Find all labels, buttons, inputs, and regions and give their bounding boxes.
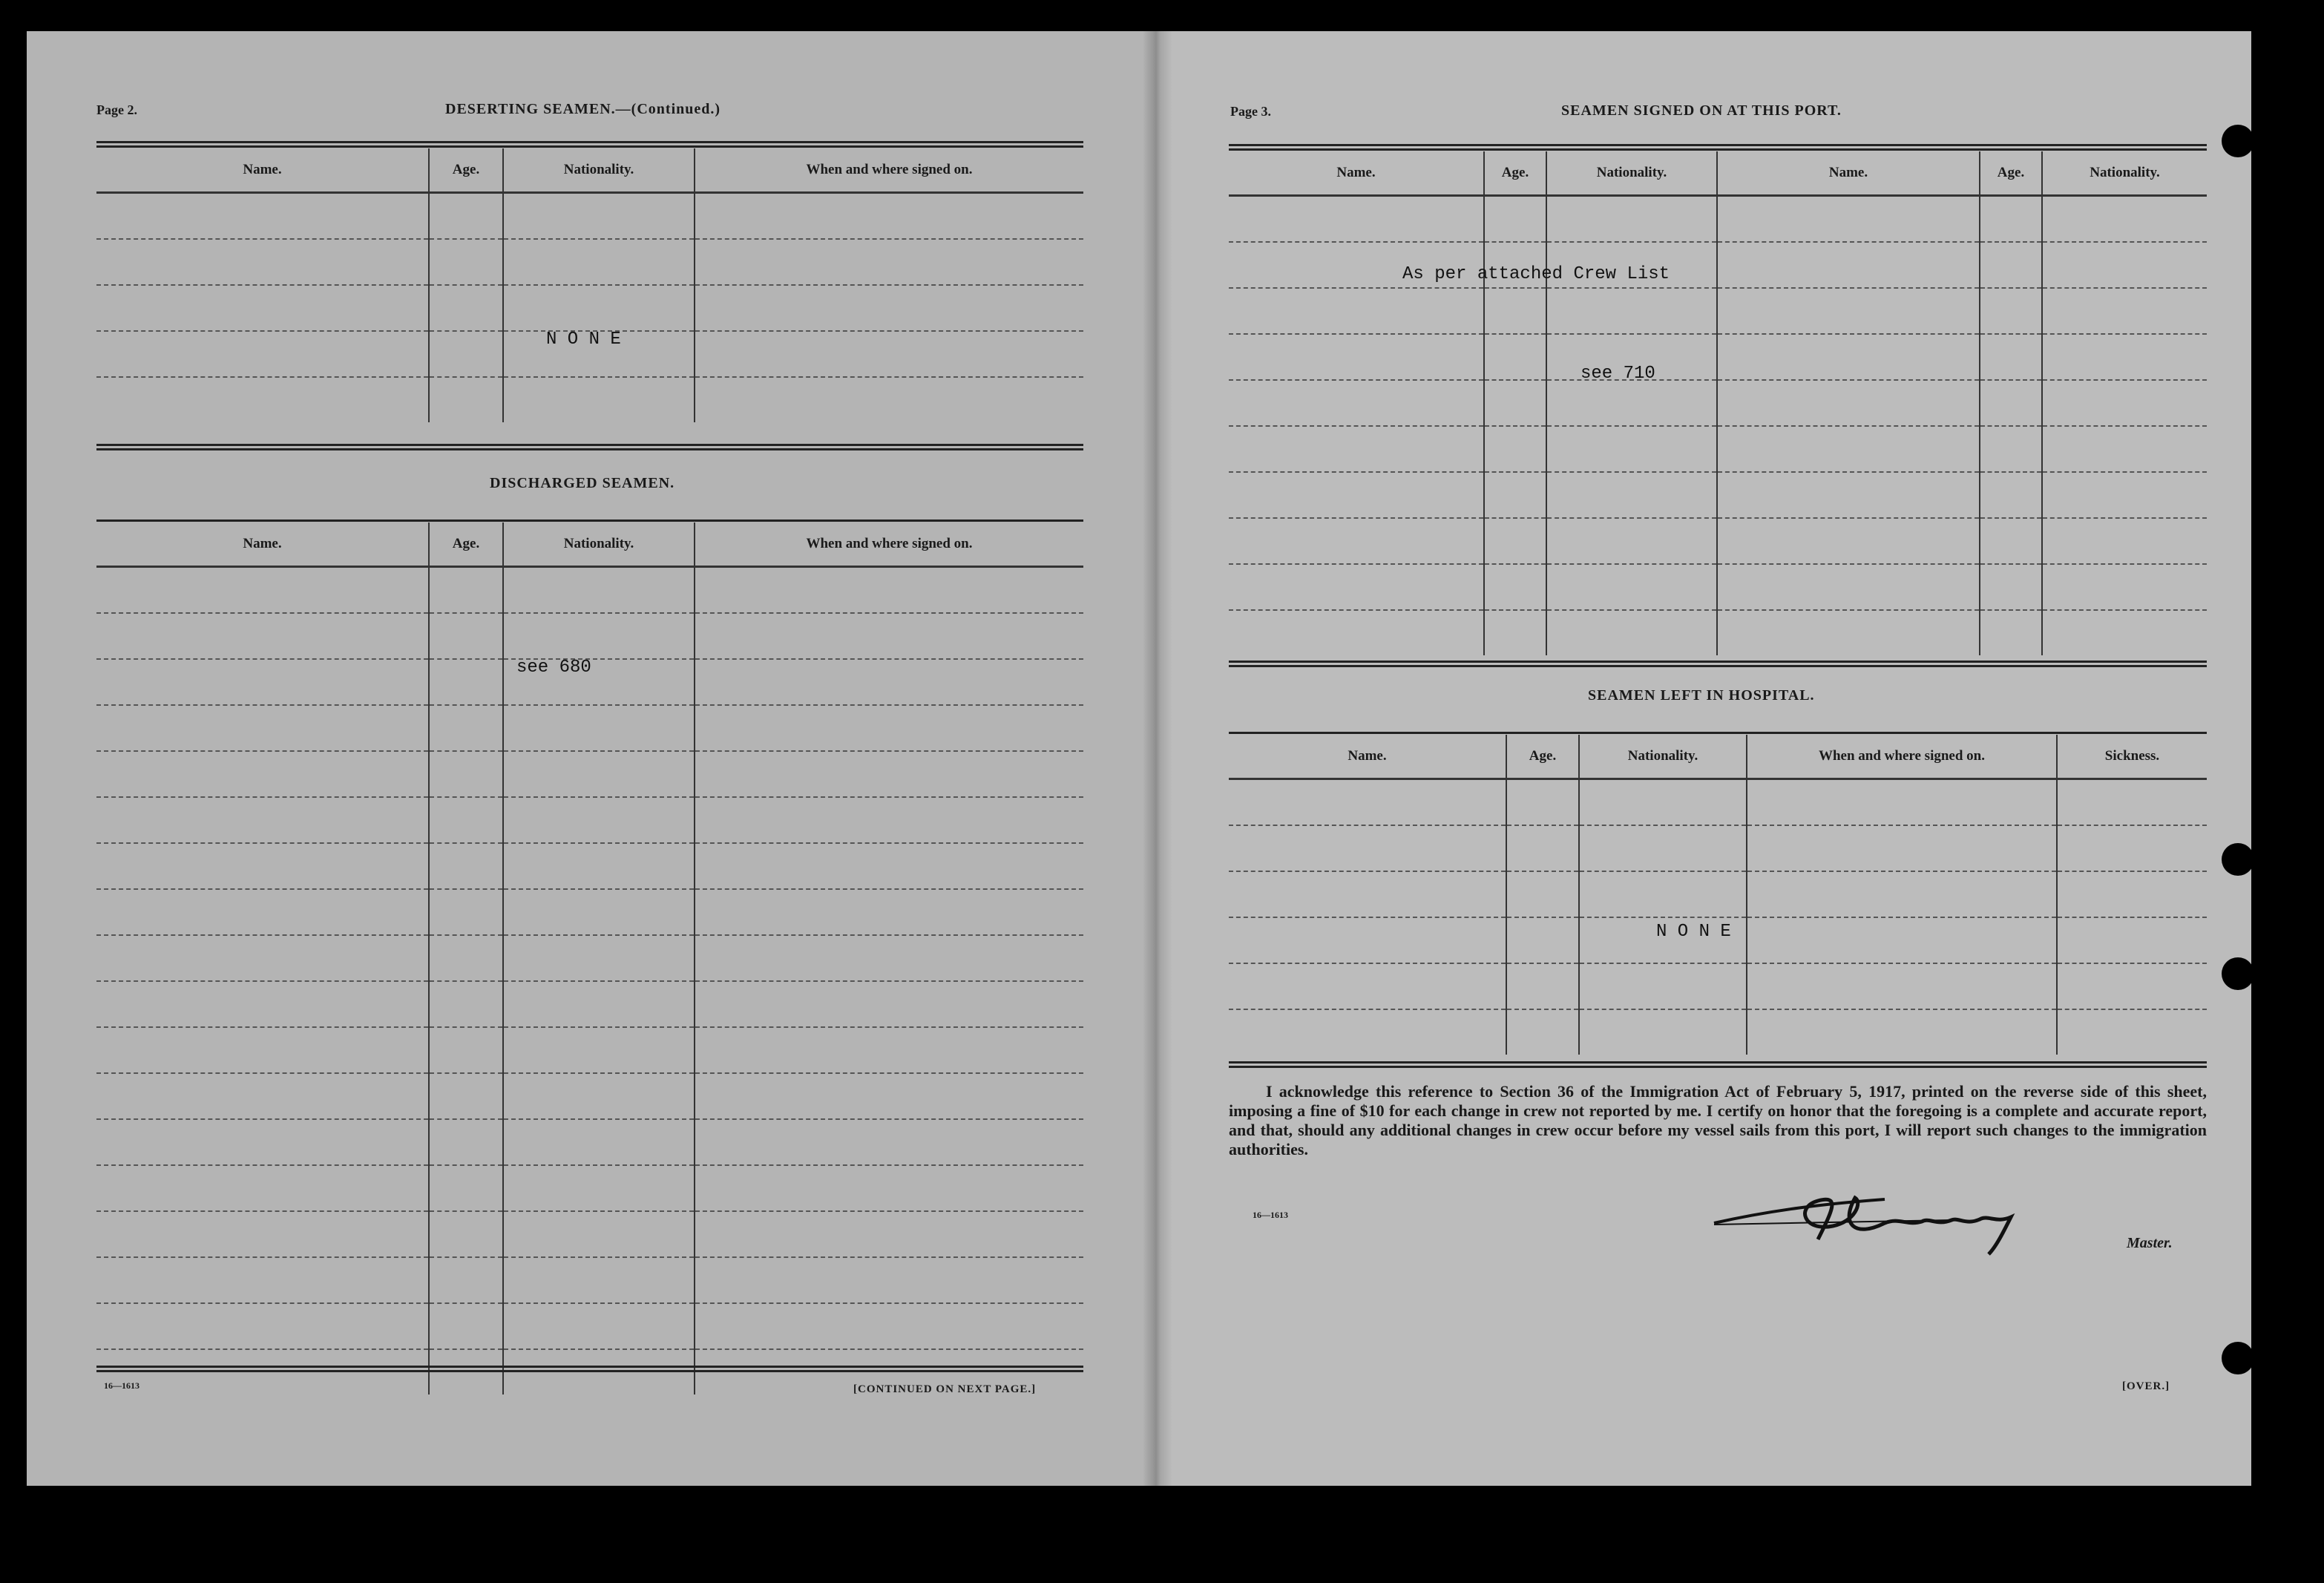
table-row: [1229, 1009, 2207, 1055]
table-row: [96, 751, 1083, 797]
table-row: [96, 797, 1083, 843]
header-rule: [96, 141, 1083, 148]
table-row: [1229, 334, 2207, 380]
table-row: [96, 705, 1083, 751]
page-number-right: Page 3.: [1230, 104, 1271, 119]
master-signature: [1707, 1180, 2055, 1262]
punch-hole: [2222, 125, 2254, 157]
table-row: [96, 1165, 1083, 1211]
discharged-title: DISCHARGED SEAMEN.: [490, 475, 675, 491]
table-row: [96, 935, 1083, 981]
table-row: [96, 889, 1083, 935]
table-row: [96, 1027, 1083, 1073]
deserting-none-entry: N O N E: [546, 330, 621, 350]
table-row: [1229, 242, 2207, 288]
col-nationality: Nationality.: [503, 522, 695, 567]
col-name: Name.: [96, 522, 429, 567]
hospital-table: [1229, 735, 2207, 1055]
crew-list-entry: As per attached Crew List: [1402, 264, 1670, 284]
table-row: [1229, 518, 2207, 564]
master-label: Master.: [2127, 1235, 2173, 1251]
col-age: Age.: [1484, 151, 1546, 196]
deserting-title: DESERTING SEAMEN.—(Continued.): [445, 101, 721, 117]
table-header-row: [1229, 151, 2207, 196]
col-when-where: When and where signed on.: [695, 522, 1083, 567]
table-row: [1229, 380, 2207, 426]
hospital-none-entry: N O N E: [1656, 922, 1731, 942]
table-row: [96, 1257, 1083, 1303]
table-row: [96, 1303, 1083, 1349]
table-row: [1229, 288, 2207, 334]
table-header-row: [96, 148, 1083, 193]
col-name: Name.: [1229, 735, 1506, 779]
signed-on-table: [1229, 151, 2207, 655]
discharged-see-entry: see 680: [516, 658, 591, 678]
form-number-right: 16—1613: [1253, 1210, 1288, 1220]
table-row: [96, 843, 1083, 889]
col-sickness: Sickness.: [2057, 735, 2207, 779]
table-header-row: [96, 522, 1083, 567]
col-nationality: Nationality.: [1546, 151, 1717, 196]
table-row: [96, 239, 1083, 285]
section-rule: [1229, 661, 2207, 667]
over-note: [OVER.]: [2122, 1380, 2170, 1392]
col-age: Age.: [1506, 735, 1579, 779]
table-row: [1229, 426, 2207, 472]
table-row: [96, 377, 1083, 422]
punch-hole: [2222, 1342, 2254, 1374]
table-row: [1229, 871, 2207, 917]
signed-on-see-entry: see 710: [1580, 364, 1655, 384]
table-row: [96, 285, 1083, 331]
col-when-where: When and where signed on.: [1747, 735, 2057, 779]
table-row: [1229, 196, 2207, 243]
col-age-2: Age.: [1980, 151, 2042, 196]
page-number-left: Page 2.: [96, 102, 137, 117]
signed-on-title: SEAMEN SIGNED ON AT THIS PORT.: [1561, 102, 1842, 119]
table-row: [1229, 825, 2207, 871]
table-row: [1229, 963, 2207, 1009]
table-row: [1229, 779, 2207, 826]
punch-hole: [2222, 843, 2254, 876]
col-when-where: When and where signed on.: [695, 148, 1083, 193]
deserting-table: [96, 148, 1083, 422]
footer-rule: [96, 1366, 1083, 1372]
acknowledgement-text: I acknowledge this reference to Section 36 of the Immigration Act of February 5, 1917, printed on the reverse side of this sheet, imposing a fine of $10 for each change in crew not reported by me. I certify on honor that the foregoing is a complete and accurate report, and that, should any additional changes in crew occur before my vessel sails from this port, I will report such changes to the immigration authorities.: [1229, 1082, 2207, 1158]
table-header-row: [1229, 735, 2207, 779]
col-nationality: Nationality.: [503, 148, 695, 193]
header-rule: [96, 520, 1083, 522]
col-nationality-2: Nationality.: [2042, 151, 2207, 196]
col-age: Age.: [429, 148, 503, 193]
punch-hole: [2222, 957, 2254, 990]
footer-rule: [1229, 1061, 2207, 1068]
page-fold: [1143, 31, 1172, 1486]
col-nationality: Nationality.: [1579, 735, 1747, 779]
hospital-title: SEAMEN LEFT IN HOSPITAL.: [1588, 687, 1815, 704]
table-row: [1229, 472, 2207, 518]
section-rule: [96, 444, 1083, 450]
col-name-2: Name.: [1717, 151, 1980, 196]
col-name: Name.: [96, 148, 429, 193]
table-row: [96, 567, 1083, 614]
col-name: Name.: [1229, 151, 1484, 196]
table-row: [96, 1211, 1083, 1257]
table-row: [1229, 610, 2207, 655]
header-rule: [1229, 144, 2207, 151]
table-row: [96, 193, 1083, 240]
table-row: [96, 1119, 1083, 1165]
discharged-table: [96, 522, 1083, 1394]
table-row: [96, 1073, 1083, 1119]
table-row: [96, 613, 1083, 659]
col-age: Age.: [429, 522, 503, 567]
continued-note: [CONTINUED ON NEXT PAGE.]: [853, 1383, 1037, 1395]
table-row: [1229, 564, 2207, 610]
header-rule: [1229, 732, 2207, 734]
form-number-left: 16—1613: [104, 1380, 139, 1391]
table-row: [96, 981, 1083, 1027]
